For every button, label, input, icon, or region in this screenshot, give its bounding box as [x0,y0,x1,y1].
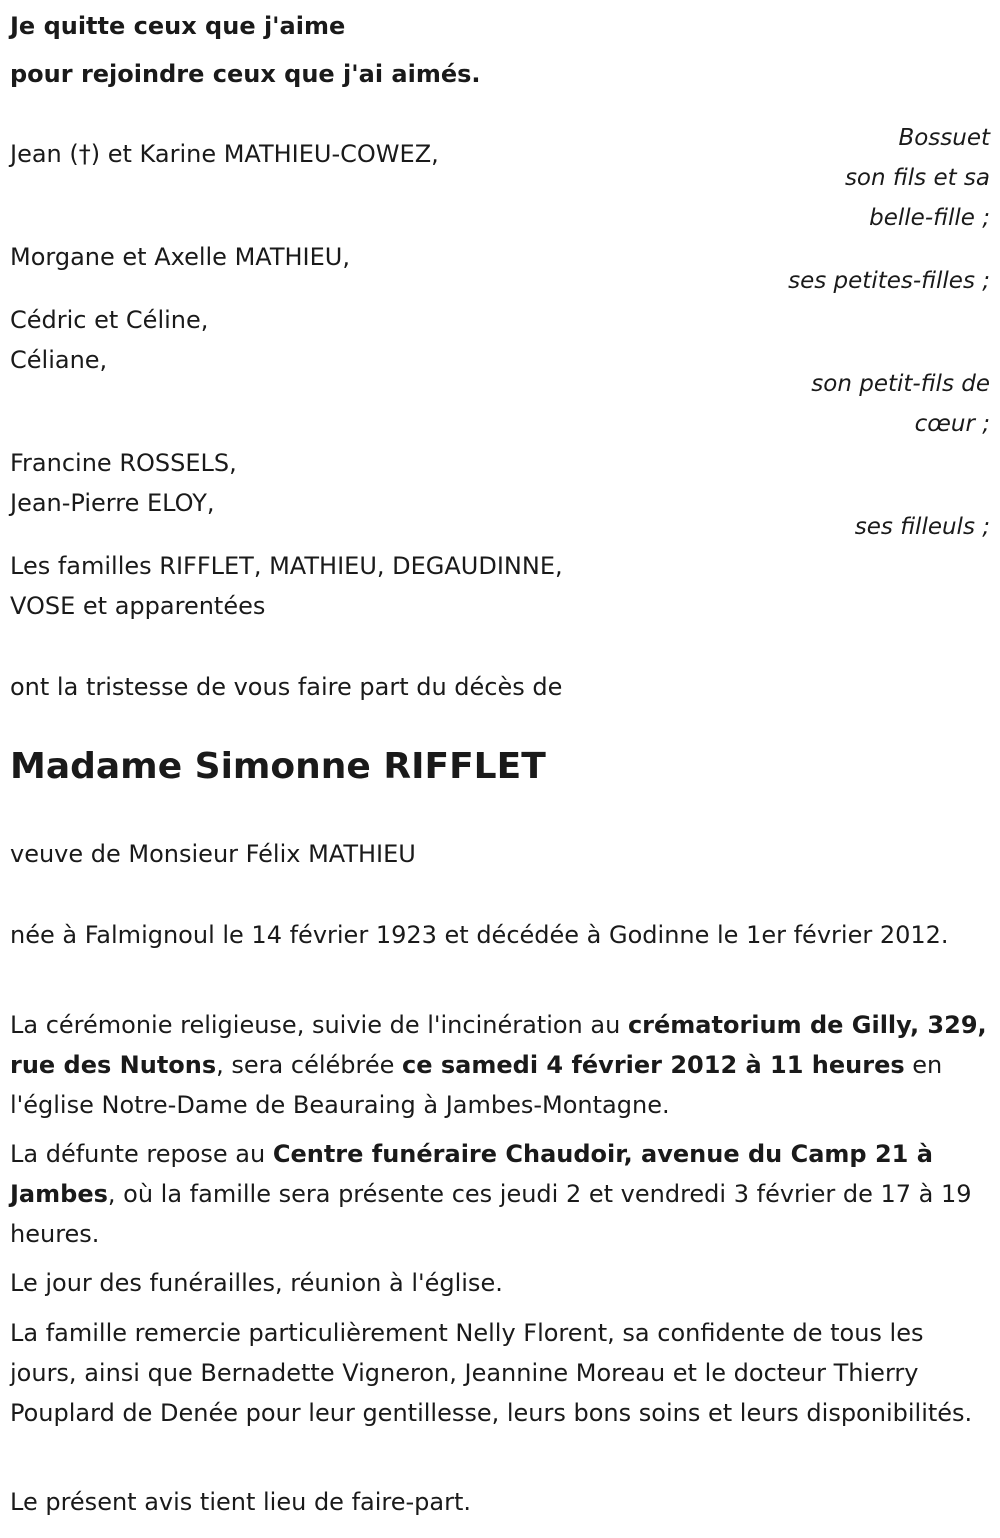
funeral-center-location: Centre funéraire Chaudoir, avenue du Camp 21 à Jambes [10,1140,933,1208]
ceremony-text-3: en l'église Notre-Dame de Beauraing à Jambes-Montagne. [10,1051,943,1119]
ceremony-paragraph [10,1005,995,1125]
granddaughters-names: Morgane et Axelle MATHIEU, [10,243,350,271]
families-line-1: Les familles RIFFLET, MATHIEU, DEGAUDINNE, [10,552,563,580]
heart-grandson-name-2: Céliane, [10,346,108,374]
son-names: Jean (†) et Karine MATHIEU-COWEZ, [10,140,439,168]
notice-text: Le présent avis tient lieu de faire-part. [10,1488,472,1516]
rest-text-2: , où la famille sera présente ces jeudi 2 et vendredi 3 février de 17 à 19 heures. [10,1180,972,1248]
godchildren-name-2: Jean-Pierre ELOY, [10,489,215,517]
birth-death-text: née à Falmignoul le 14 février 1923 et décédée à Godinne le 1er février 2012. [10,921,949,949]
ceremony-text-2: , sera célébrée [216,1051,403,1079]
crematorium-location: crématorium de Gilly, 329, rue des Nutons [10,1011,987,1079]
widow-of-text: veuve de Monsieur Félix MATHIEU [10,840,416,868]
meeting-text: Le jour des funérailles, réunion à l'église. [10,1269,503,1297]
rest-text-1: La défunte repose au [10,1140,273,1168]
thanks-paragraph: La famille remercie particulièrement Nelly Florent, sa confidente de tous les jours, ainsi que Bernadette Vigneron, Jeannine Moreau et le docteur Thierry Pouplard de Denée pour leur gentillesse, leurs bons soins et leurs disponibilités. [10,1319,973,1427]
granddaughters-role: ses petites-filles ; [788,268,990,294]
epigraph-line-1: Je quitte ceux que j'aime [10,12,346,40]
son-location: Bossuet [898,125,990,151]
son-role-line-2: belle-fille ; [869,205,990,231]
ceremony-text-1: La cérémonie religieuse, suivie de l'incinération au [10,1011,628,1039]
epigraph-line-2: pour rejoindre ceux que j'ai aimés. [10,60,481,88]
heart-grandson-name-1: Cédric et Céline, [10,306,209,334]
heart-grandson-role-line-1: son petit-fils de [811,371,990,397]
ceremony-date: ce samedi 4 février 2012 à 11 heures [402,1051,905,1079]
godchildren-role: ses filleuls ; [854,514,990,540]
announcement-text: ont la tristesse de vous faire part du décès de [10,673,563,701]
deceased-name: Madame Simonne RIFFLET [10,746,546,787]
son-role-line-1: son fils et sa [844,165,990,191]
families-line-2: VOSE et apparentées [10,592,266,620]
rest-paragraph [10,1134,995,1254]
godchildren-name-1: Francine ROSSELS, [10,449,237,477]
heart-grandson-role-line-2: cœur ; [914,411,990,437]
